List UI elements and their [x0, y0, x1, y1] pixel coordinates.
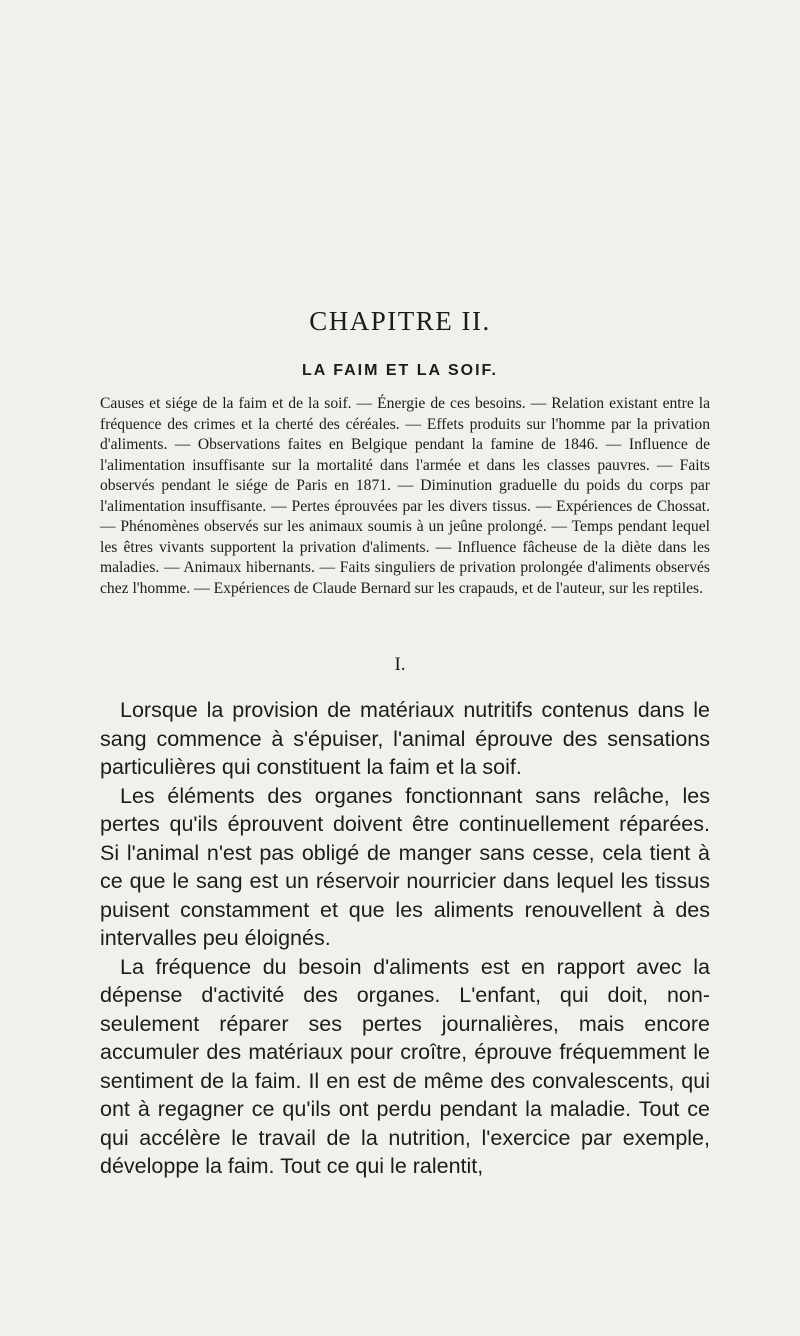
- paragraph: Les éléments des organes fonctionnant sans relâche, les pertes qu'ils éprouvent doivent être continuellement réparées. Si l'animal n'est pas obligé de manger sans cesse, cela tient à ce que le sang est un réservoir nourricier dans lequel les tissus puisent constamment et que les aliments renouvellent à des intervalles peu éloignés.: [100, 783, 710, 950]
- chapter-subtitle: LA FAIM ET LA SOIF.: [302, 362, 498, 379]
- chapter-summary: Causes et siége de la faim et de la soif. — Énergie de ces besoins. — Relation existant entre la fréquence des crimes et la cherté des céréales. — Effets produits sur l'homme par la privation d'aliments. — Observations faites en Belgique pendant la famine de 1846. — Influence de l'alimentation insuffisante sur la mortalité dans l'armée et dans les classes pauvres. — Faits observés pendant le siége de Paris en 1871. — Diminution graduelle du poids du corps par l'alimentation insuffisante. — Pertes éprouvées par les divers tissus. — Expériences de Chossat. — Phénomènes observés sur les animaux soumis à un jeûne prolongé. — Temps pendant lequel les êtres vivants supportent la privation d'aliments. — Influence fâcheuse de la diète dans les maladies. — Animaux hibernants. — Faits singuliers de privation prolongée d'aliments observés chez l'homme. — Expériences de Claude Bernard sur les crapauds, et de l'auteur, sur les reptiles.: [100, 395, 710, 597]
- chapter-title: CHAPITRE II.: [309, 306, 491, 336]
- body-text: [100, 696, 710, 1181]
- paragraph: La fréquence du besoin d'aliments est en rapport avec la dépense d'activité des organes. L'enfant, qui doit, non-seulement réparer ses pertes journalières, mais encore accumuler des matériaux pour croître, éprouve fréquemment le sentiment de la faim. Il en est de même des convalescents, qui ont à regagner ce qu'ils ont perdu pendant la maladie. Tout ce qui accélère le travail de la nutrition, l'exercice par exemple, développe la faim. Tout ce qui le ralentit,: [100, 954, 710, 1178]
- section-number: I.: [394, 654, 406, 675]
- paragraph: Lorsque la provision de matériaux nutritifs contenus dans le sang commence à s'épuiser, l'animal éprouve des sensations particulières qui constituent la faim et la soif.: [100, 698, 710, 779]
